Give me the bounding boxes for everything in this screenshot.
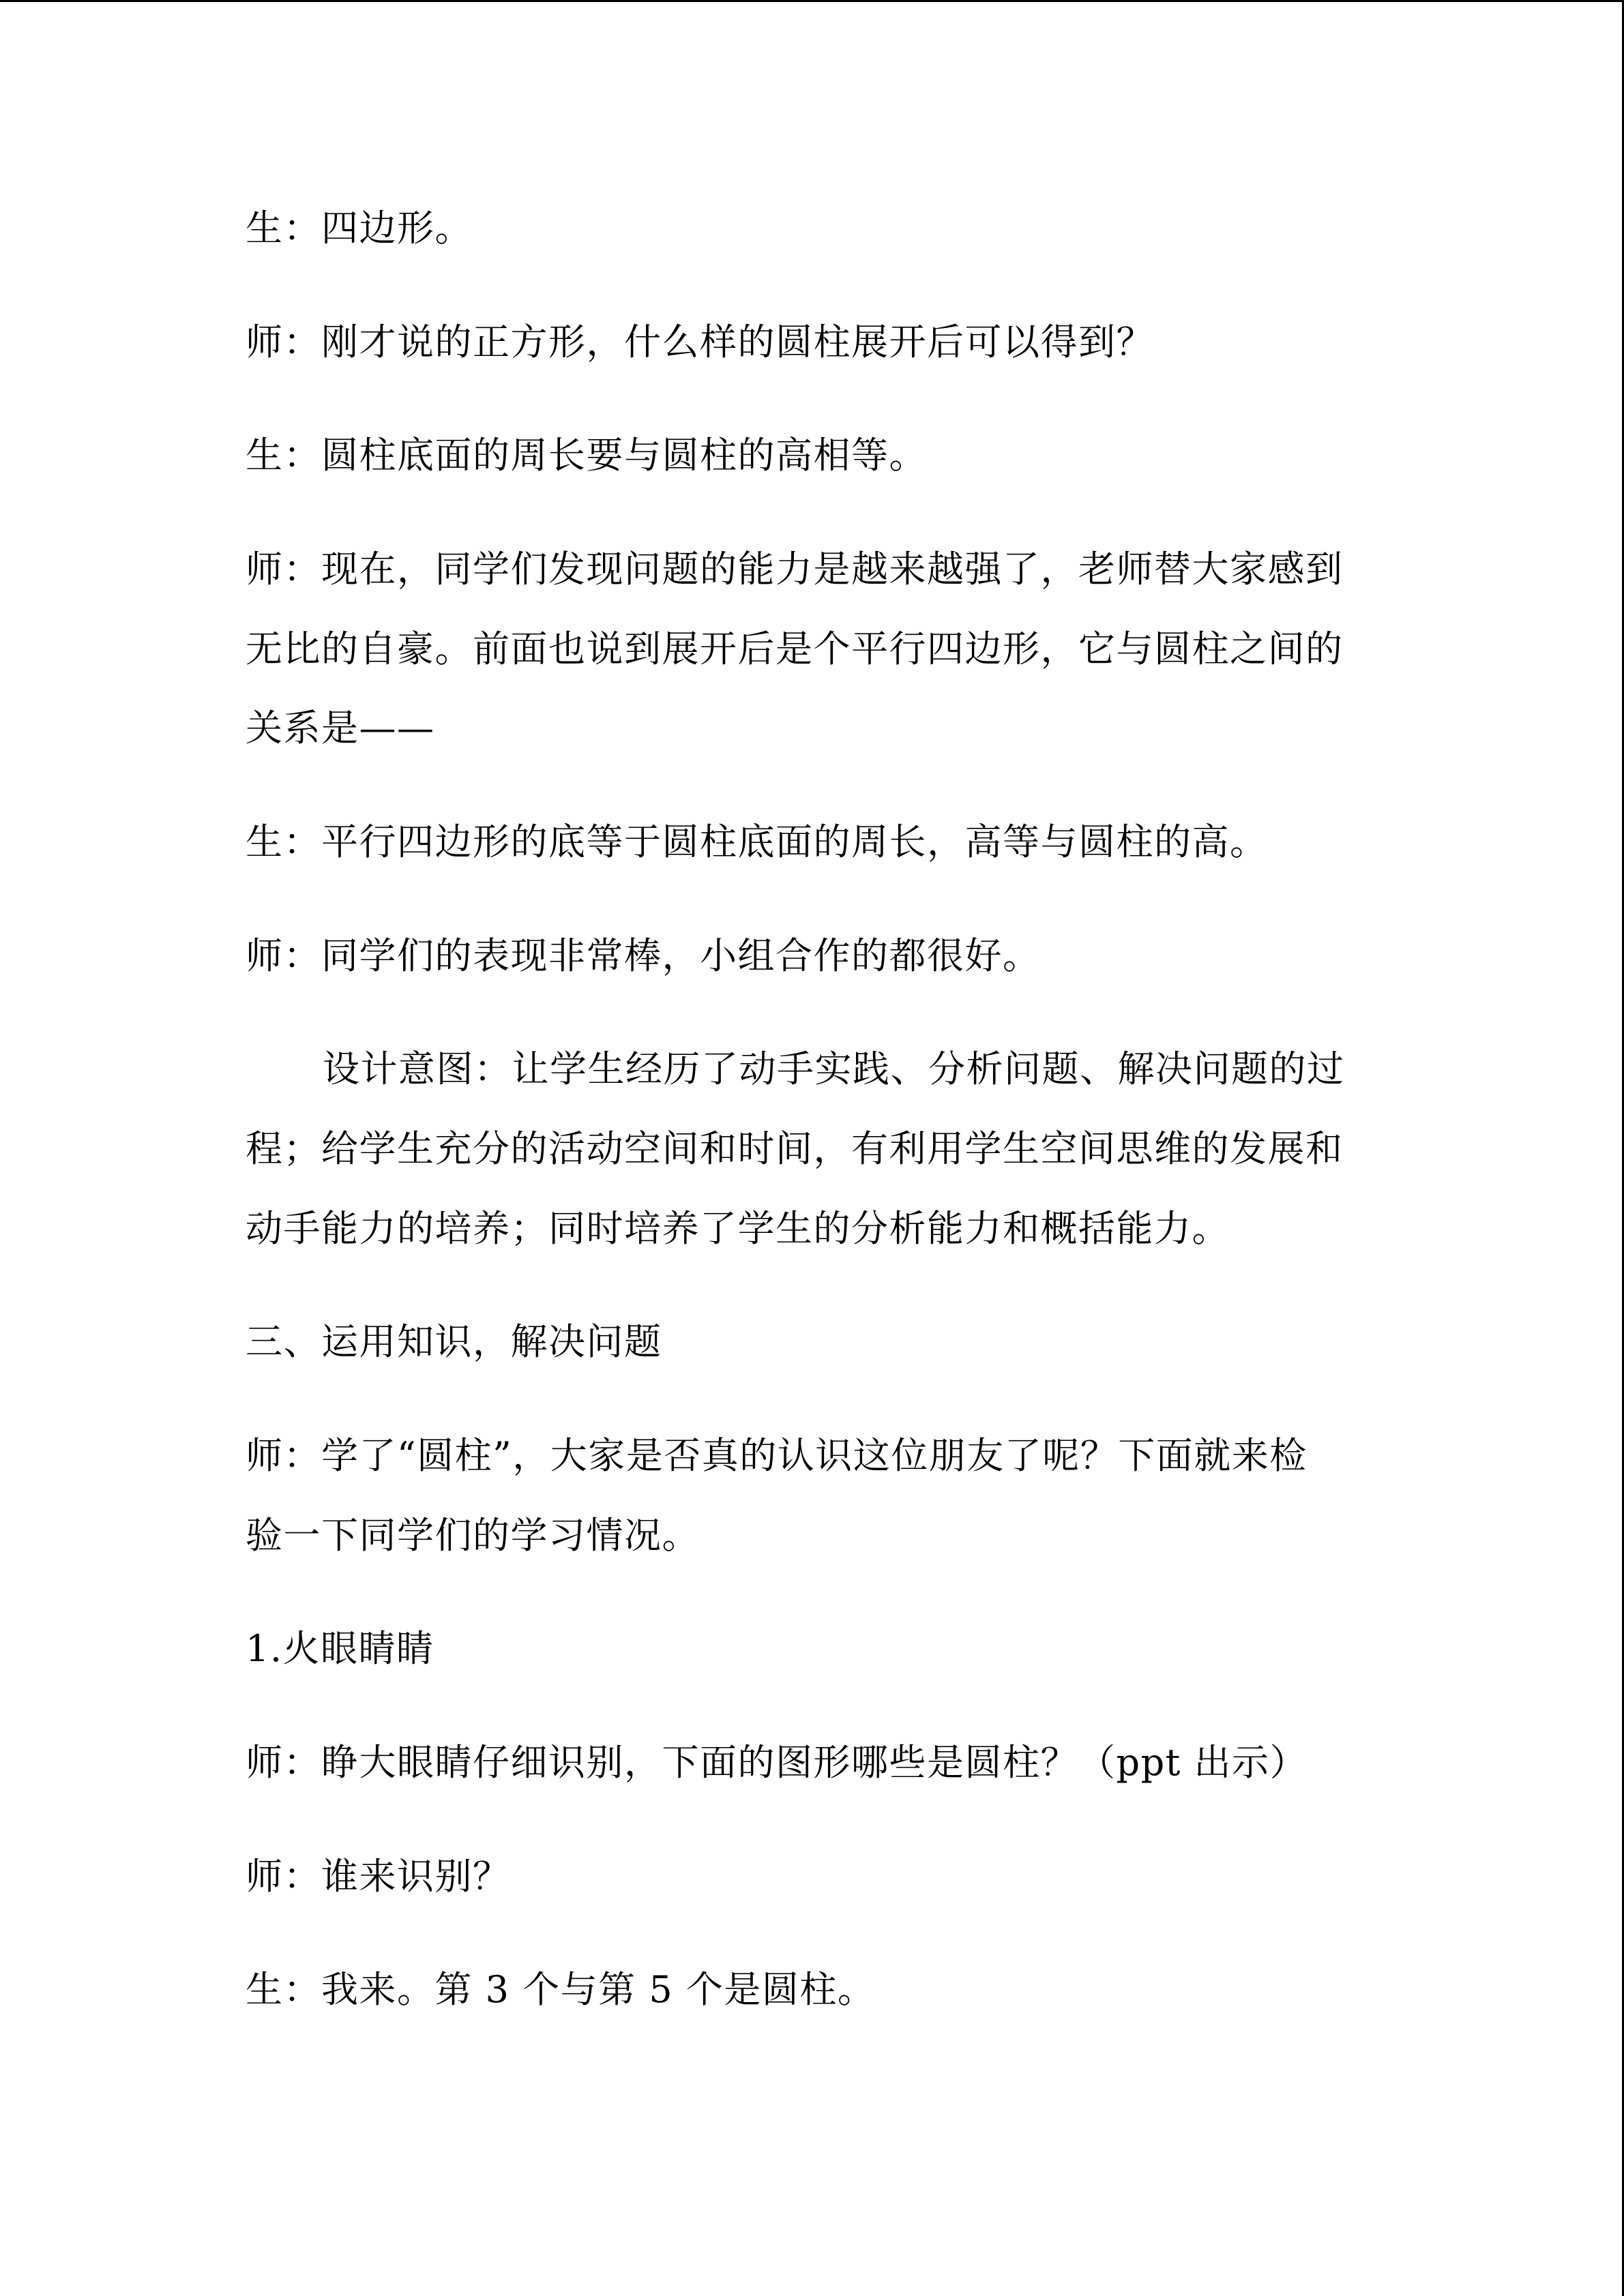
paragraph-line: 师：同学们的表现非常棒，小组合作的都很好。 bbox=[246, 934, 1041, 977]
paragraph-line: 师：学了“圆柱”，大家是否真的认识这位朋友了呢？下面就来检 bbox=[246, 1434, 1308, 1477]
section-heading: 三、运用知识，解决问题 bbox=[246, 1320, 662, 1363]
paragraph-line: 师：睁大眼睛仔细识别，下面的图形哪些是圆柱？（ppt 出示） bbox=[246, 1741, 1308, 1784]
page-top-border bbox=[0, 0, 1624, 2]
paragraph-line: 师：现在，同学们发现问题的能力是越来越强了，老师替大家感到 bbox=[246, 548, 1344, 591]
paragraph-line: 生：四边形。 bbox=[246, 207, 473, 250]
design-intent-line: 动手能力的培养；同时培养了学生的分析能力和概括能力。 bbox=[246, 1207, 1230, 1250]
paragraph-line: 生：平行四边形的底等于圆柱底面的周长，高等与圆柱的高。 bbox=[246, 820, 1268, 863]
design-intent-line: 程；给学生充分的活动空间和时间，有利用学生空间思维的发展和 bbox=[246, 1127, 1344, 1170]
paragraph-line: 师：刚才说的正方形，什么样的圆柱展开后可以得到？ bbox=[246, 320, 1154, 363]
subsection-heading: 1.火眼睛睛 bbox=[246, 1627, 434, 1670]
paragraph-line: 关系是—— bbox=[246, 706, 435, 749]
paragraph-line: 无比的自豪。前面也说到展开后是个平行四边形，它与圆柱之间的 bbox=[246, 627, 1344, 670]
paragraph-line: 师：谁来识别？ bbox=[246, 1855, 511, 1898]
paragraph-line: 验一下同学们的学习情况。 bbox=[246, 1514, 700, 1557]
paragraph-line: 生：我来。第 3 个与第 5 个是圆柱。 bbox=[246, 1968, 876, 2011]
design-intent-line: 设计意图：让学生经历了动手实践、分析问题、解决问题的过 bbox=[323, 1047, 1345, 1090]
paragraph-line: 生：圆柱底面的周长要与圆柱的高相等。 bbox=[246, 434, 927, 477]
